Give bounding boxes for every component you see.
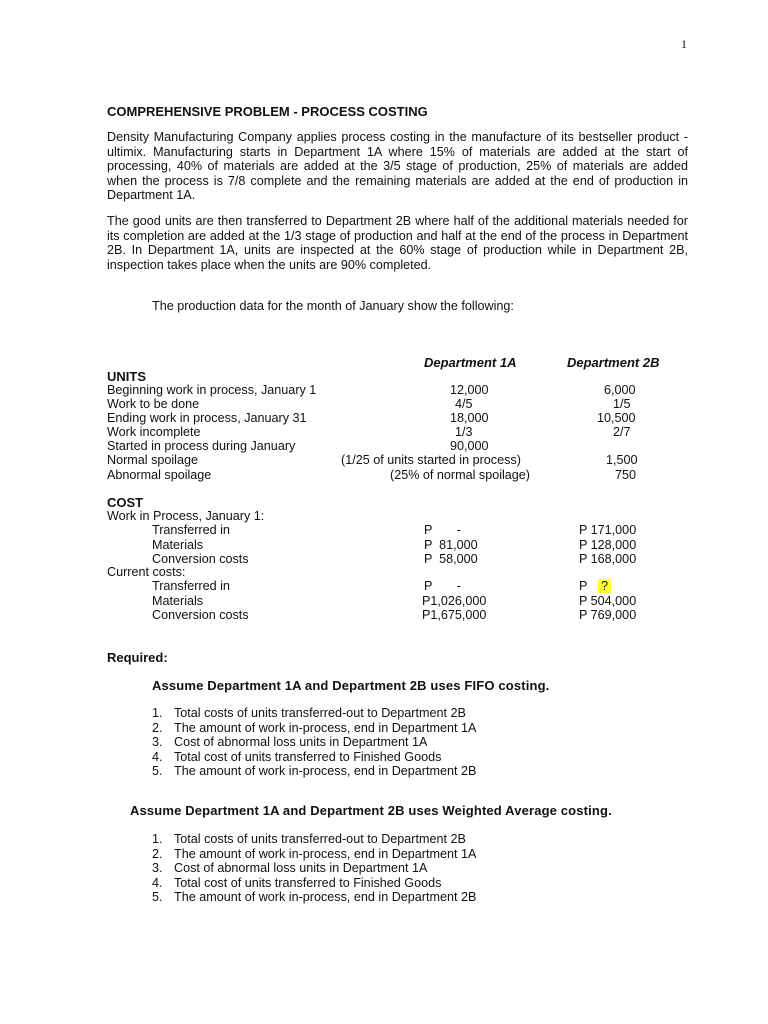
- list-text: The amount of work in-process, end in Department 2B: [174, 890, 477, 904]
- cost-row: [0, 523, 768, 538]
- list-number: 3.: [152, 861, 163, 875]
- weighted-average-heading: Assume Department 1A and Department 2B uses Weighted Average costing.: [130, 803, 612, 818]
- units-row-label: Work incomplete: [107, 425, 201, 439]
- units-row-dept2: 1/5: [613, 397, 631, 411]
- required-heading: Required:: [107, 650, 168, 665]
- list-number: 1.: [152, 706, 163, 720]
- cost-row-dept2: P 171,000: [579, 523, 637, 537]
- current-costs-label-text: Current costs:: [107, 565, 186, 579]
- list-text: The amount of work in-process, end in Department 1A: [174, 846, 477, 861]
- wip-label-text: Work in Process, January 1:: [107, 509, 265, 523]
- fifo-heading: Assume Department 1A and Department 2B uses FIFO costing.: [152, 678, 550, 693]
- list-text: Cost of abnormal loss units in Department 1A: [174, 861, 428, 875]
- list-text: Total costs of units transferred-out to Department 2B: [174, 832, 466, 846]
- page-number: 1: [681, 37, 687, 51]
- cost-row-label: Transferred in: [152, 523, 230, 537]
- cost-row-dept1: P 58,000: [424, 552, 478, 566]
- column-header-dept2: Department 2B: [567, 355, 660, 370]
- units-row: [0, 397, 768, 412]
- cost-heading: COST: [107, 495, 144, 510]
- fifo-list: [152, 706, 476, 779]
- list-item: [152, 876, 476, 891]
- cost-row-dept2: P 504,000: [579, 594, 637, 608]
- units-row-label: Work to be done: [107, 397, 200, 411]
- list-item: [152, 764, 476, 779]
- list-item: [152, 847, 476, 862]
- list-text: The amount of work in-process, end in Department 2B: [174, 764, 477, 778]
- cost-row: [0, 608, 768, 623]
- list-number: 2.: [152, 720, 163, 735]
- document-title: COMPREHENSIVE PROBLEM - PROCESS COSTING: [107, 104, 428, 119]
- cost-row: [0, 594, 768, 609]
- units-row: [0, 453, 768, 468]
- units-row-dept1: 4/5: [455, 397, 473, 411]
- cost-row-dept1: P 81,000: [424, 538, 478, 552]
- units-row: [0, 439, 768, 454]
- list-text: Total cost of units transferred to Finished Goods: [174, 749, 442, 764]
- cost-row-dept1: P1,026,000: [422, 594, 487, 608]
- paragraph-manufacturing: Density Manufacturing Company applies process costing in the manufacture of its bestseller product - ultimix. Manufacturing starts in Department 1A where 15% of materials are added at the start of processing, 40% of materials are added at the 3/5 stage of production, 25% of materials are added when the process is 7/8 complete and the remaining materials are added at the end of production in Department 1A.: [107, 130, 688, 202]
- cost-row: [0, 579, 768, 594]
- cost-row-dept2: P 168,000: [579, 552, 637, 566]
- highlighted-unknown-value: ?: [598, 579, 611, 593]
- units-row-dept1: 18,000: [450, 411, 489, 425]
- list-text: Cost of abnormal loss units in Department 1A: [174, 735, 428, 749]
- cost-row-dept1: P -: [424, 523, 461, 537]
- list-number: 1.: [152, 832, 163, 846]
- cost-row-dept1: P1,675,000: [422, 608, 487, 622]
- production-data-intro: The production data for the month of January show the following:: [152, 299, 514, 313]
- column-header-dept1: Department 1A: [424, 355, 517, 370]
- units-row-dept2: 6,000: [604, 383, 636, 397]
- list-text: The amount of work in-process, end in Department 1A: [174, 720, 477, 735]
- units-row-label: Ending work in process, January 31: [107, 411, 307, 425]
- units-row: [0, 383, 768, 398]
- units-heading: UNITS: [107, 369, 146, 384]
- units-row-dept1: 90,000: [450, 439, 489, 453]
- list-item: [152, 721, 476, 736]
- units-row-note: (1/25 of units started in process): [341, 453, 521, 467]
- weighted-average-list: [152, 832, 476, 905]
- cost-row-label: Transferred in: [152, 579, 230, 593]
- list-item: [152, 735, 476, 750]
- list-item: [152, 861, 476, 876]
- units-row-note: (25% of normal spoilage): [390, 468, 531, 482]
- list-text: Total cost of units transferred to Finished Goods: [174, 875, 442, 890]
- units-row: [0, 411, 768, 426]
- list-item: [152, 750, 476, 765]
- units-row-label: Beginning work in process, January 1: [107, 383, 317, 397]
- units-row-dept1: 1/3: [455, 425, 473, 439]
- cost-row-dept2: P: [579, 579, 588, 593]
- cost-row-label: Materials: [152, 538, 204, 552]
- list-number: 3.: [152, 735, 163, 749]
- cost-row-dept2: P 128,000: [579, 538, 637, 552]
- cost-row: [0, 538, 768, 553]
- list-item: [152, 832, 476, 847]
- list-number: 4.: [152, 875, 163, 890]
- list-text: Total costs of units transferred-out to Department 2B: [174, 706, 466, 720]
- units-row: [0, 468, 768, 483]
- list-number: 2.: [152, 846, 163, 861]
- units-row-dept2: 10,500: [597, 411, 636, 425]
- cost-row-dept2: P 769,000: [579, 608, 637, 622]
- wip-label: [0, 509, 768, 524]
- units-row-dept2: 2/7: [613, 425, 631, 439]
- list-item: [152, 890, 476, 905]
- units-row-label: Abnormal spoilage: [107, 468, 212, 482]
- cost-row-label: Conversion costs: [152, 552, 249, 566]
- list-item: [152, 706, 476, 721]
- paragraph-transfer: The good units are then transferred to Department 2B where half of the additional materials needed for its completion are added at the 1/3 stage of production and half at the end of the process in Department 2B. In Department 1A, units are inspected at the 60% stage of production while in Department 2B, inspection takes place when the units are 90% completed.: [107, 214, 688, 272]
- units-row-label: Started in process during January: [107, 439, 296, 453]
- units-row-dept1: 12,000: [450, 383, 489, 397]
- current-costs-label: [0, 565, 768, 580]
- list-number: 4.: [152, 749, 163, 764]
- cost-row-label: Conversion costs: [152, 608, 249, 622]
- list-number: 5.: [152, 890, 163, 904]
- cost-row-label: Materials: [152, 594, 204, 608]
- units-row: [0, 425, 768, 440]
- units-row-dept2: 750: [615, 468, 637, 482]
- cost-row-dept1: P -: [424, 579, 461, 593]
- units-row-dept2: 1,500: [606, 453, 638, 467]
- units-row-label: Normal spoilage: [107, 453, 198, 467]
- list-number: 5.: [152, 764, 163, 778]
